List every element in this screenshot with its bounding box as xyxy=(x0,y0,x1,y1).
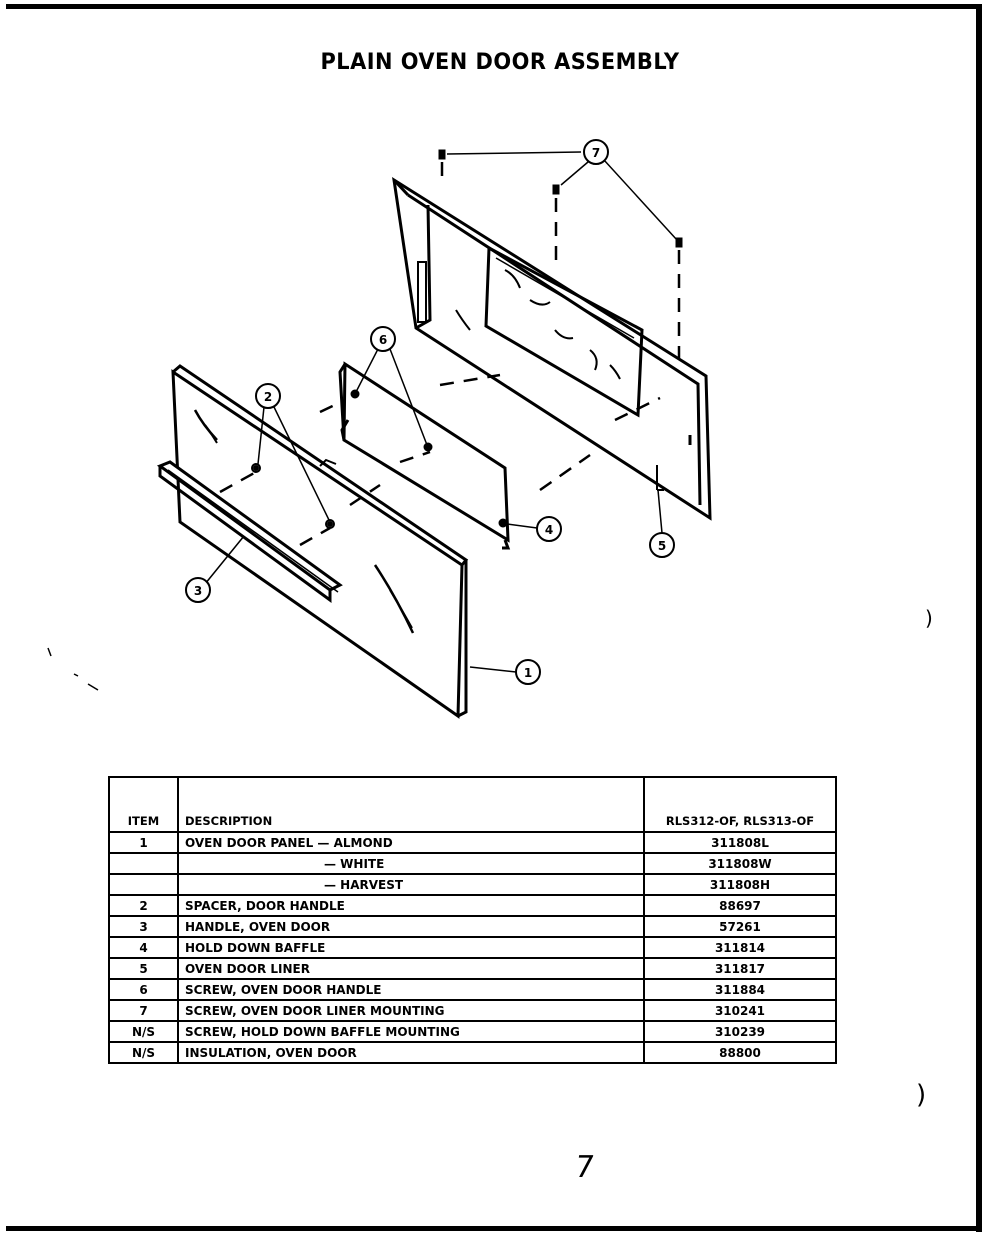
table-row xyxy=(109,1021,836,1042)
description-cell: SCREW, OVEN DOOR HANDLE xyxy=(178,979,644,1000)
part-number-cell: 311814 xyxy=(644,937,836,958)
callout-circle-6 xyxy=(371,327,395,351)
item-cell: 1 xyxy=(109,832,178,853)
table-row xyxy=(109,979,836,1000)
page-title: PLAIN OVEN DOOR ASSEMBLY xyxy=(320,50,680,75)
item-cell: 7 xyxy=(109,1000,178,1021)
part-number-cell: 88697 xyxy=(644,895,836,916)
item-cell: 5 xyxy=(109,958,178,979)
description-cell: SCREW, HOLD DOWN BAFFLE MOUNTING xyxy=(178,1021,644,1042)
item-cell: 6 xyxy=(109,979,178,1000)
table-row xyxy=(109,874,836,895)
callout-label: 7 xyxy=(591,146,601,160)
header-description: DESCRIPTION xyxy=(178,777,644,832)
item-cell: N/S xyxy=(109,1042,178,1063)
stray-mark: ) xyxy=(925,606,933,630)
item-cell: 2 xyxy=(109,895,178,916)
callout-circle-5 xyxy=(650,533,674,557)
description-cell: INSULATION, OVEN DOOR xyxy=(178,1042,644,1063)
item-cell xyxy=(109,853,178,874)
parts-list-body xyxy=(109,832,836,1063)
description-cell: — HARVEST xyxy=(178,874,644,895)
scan-specks xyxy=(48,648,98,690)
description-cell: SCREW, OVEN DOOR LINER MOUNTING xyxy=(178,1000,644,1021)
callout-label: 3 xyxy=(193,584,203,598)
part-number-cell: 88800 xyxy=(644,1042,836,1063)
item-cell xyxy=(109,874,178,895)
table-row xyxy=(109,958,836,979)
part-number-cell: 57261 xyxy=(644,916,836,937)
item-cell: 4 xyxy=(109,937,178,958)
table-header-row xyxy=(109,777,836,832)
header-item: ITEM xyxy=(109,777,178,832)
table-row xyxy=(109,895,836,916)
callout-circle-3 xyxy=(186,578,210,602)
table-row xyxy=(109,832,836,853)
callout-circle-7 xyxy=(584,140,608,164)
description-cell: HANDLE, OVEN DOOR xyxy=(178,916,644,937)
part-number-cell: 311808W xyxy=(644,853,836,874)
callout-circle-2 xyxy=(256,384,280,408)
page-border-bottom xyxy=(6,1226,982,1231)
table-row xyxy=(109,937,836,958)
part-number-cell: 311808L xyxy=(644,832,836,853)
callout-circle-1 xyxy=(516,660,540,684)
description-cell: — WHITE xyxy=(178,853,644,874)
description-cell: HOLD DOWN BAFFLE xyxy=(178,937,644,958)
part-number-cell: 311808H xyxy=(644,874,836,895)
callout-circle-4 xyxy=(537,517,561,541)
description-cell: OVEN DOOR LINER xyxy=(178,958,644,979)
parts-list-table xyxy=(108,776,837,1064)
table-row xyxy=(109,1000,836,1021)
description-cell: SPACER, DOOR HANDLE xyxy=(178,895,644,916)
callout-label: 2 xyxy=(263,390,273,404)
table-row xyxy=(109,916,836,937)
callout-label: 6 xyxy=(378,333,388,347)
callout-label: 4 xyxy=(544,523,554,537)
table-row xyxy=(109,1042,836,1063)
callout-label: 5 xyxy=(657,539,667,553)
callout-label: 1 xyxy=(523,666,533,680)
part-number-cell: 311884 xyxy=(644,979,836,1000)
part-number-cell: 311817 xyxy=(644,958,836,979)
part-number-cell: 310239 xyxy=(644,1021,836,1042)
header-models: RLS312-OF, RLS313-OF xyxy=(644,777,836,832)
description-cell: OVEN DOOR PANEL — ALMOND xyxy=(178,832,644,853)
item-cell: N/S xyxy=(109,1021,178,1042)
table-row xyxy=(109,853,836,874)
item-cell: 3 xyxy=(109,916,178,937)
stray-mark: ) xyxy=(916,1080,927,1110)
stray-mark: 7 xyxy=(572,1150,597,1185)
part-number-cell: 310241 xyxy=(644,1000,836,1021)
